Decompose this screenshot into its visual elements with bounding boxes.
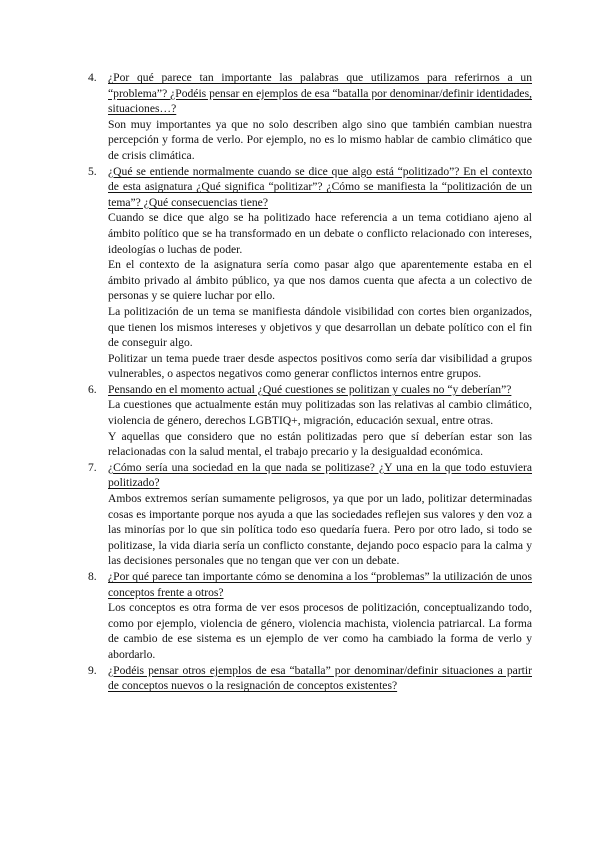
list-item-5 — [88, 164, 532, 382]
list-item-8 — [88, 569, 532, 663]
question-text: ¿Por qué parece tan importante cómo se denomina a los “problemas” la utilización de unos conceptos frente a otros? — [108, 570, 532, 599]
answer-paragraph: Los conceptos es otra forma de ver esos procesos de politización, conceptualizando todo, como por ejemplo, violencia de género, violencia machista, violencia patriarcal. La forma de cambio de ese sistema es un ejemplo de ver como ha cambiado la forma de verlo y abordarlo. — [108, 601, 532, 661]
list-item-7 — [88, 460, 532, 569]
question-list — [88, 70, 532, 694]
question-text: ¿Por qué parece tan importante las palabras que utilizamos para referirnos a un “problema”? ¿Podéis pensar en ejemplos de esa “batalla por denominar/definir identidades, situaciones…? — [108, 71, 532, 116]
list-item-6 — [88, 382, 532, 460]
answer-paragraph: Y aquellas que considero que no están politizadas pero que sí deberían estar son las relacionadas con la salud mental, el trabajo precario y la desigualdad económica. — [108, 429, 532, 459]
item-number: 4. — [88, 71, 97, 84]
item-number: 9. — [88, 663, 97, 677]
question-text: Pensando en el momento actual ¿Qué cuestiones se politizan y cuales no “y deberían”? — [108, 382, 512, 396]
question-text: ¿Qué se entiende normalmente cuando se dice que algo está “politizado”? En el contexto de esta asignatura ¿Qué significa “politizar”? ¿Cómo se manifiesta la “politización de un tema”? ¿Qué consecuencias tiene? — [108, 164, 532, 209]
item-number: 7. — [88, 460, 97, 474]
question-text: ¿Podéis pensar otros ejemplos de esa “batalla” por denominar/definir situaciones a partir de conceptos nuevos o la resignación de conceptos existentes? — [108, 663, 532, 693]
answer-paragraph: En el contexto de la asignatura sería como pasar algo que aparentemente estaba en el ámbito privado al ámbito público, ya que nos damos cuenta que afecta a un colectivo de personas y se quiere luchar por ello. — [108, 258, 532, 303]
item-number: 5. — [88, 164, 97, 178]
item-number: 6. — [88, 382, 97, 396]
answer-paragraph: La politización de un tema se manifiesta dándole visibilidad con cortes bien organizados, que tienen los mismos intereses y objetivos y que desarrollan un debate político con el fin de conseguir algo. — [108, 304, 532, 350]
answer-paragraph: Cuando se dice que algo se ha politizado hace referencia a un tema cotidiano ajeno al ámbito político que se ha transformado en un debate o conflicto relacionado con intereses, ideologías o luchas de poder. — [108, 211, 532, 256]
question-text: ¿Cómo sería una sociedad en la que nada se politizase? ¿Y una en la que todo estuviera politizado? — [108, 460, 532, 490]
answer-paragraph: Politizar un tema puede traer desde aspectos positivos como sería dar visibilidad a grupos vulnerables, o aspectos negativos como generar conflictos internos entre grupos. — [108, 351, 532, 381]
list-item-9 — [88, 663, 532, 694]
answer-paragraph: Son muy importantes ya que no solo describen algo sino que también cambian nuestra percepción y forma de verlo. Por ejemplo, no es lo mismo hablar de cambio climático que de crisis climática. — [108, 117, 532, 162]
answer-paragraph: La cuestiones que actualmente están muy politizadas son las relativas al cambio climático, violencia de género, derechos LGBTIQ+, migración, educación sexual, entre otras. — [108, 398, 532, 428]
item-number: 8. — [88, 570, 97, 583]
answer-paragraph: Ambos extremos serían sumamente peligrosos, ya que por un lado, politizar determinadas cosas es importante porque nos ayuda a que las sociedades reflejen sus valores y den voz a las minorías por lo que sin política todo eso quedaría fuera. Pero por otro lado, si todo se politizase, la vida diaria sería un conflicto constante, dejando poco espacio para la calma y las decisiones personales que no tengan que ver con un debate. — [108, 492, 532, 568]
list-item-4 — [88, 70, 532, 164]
